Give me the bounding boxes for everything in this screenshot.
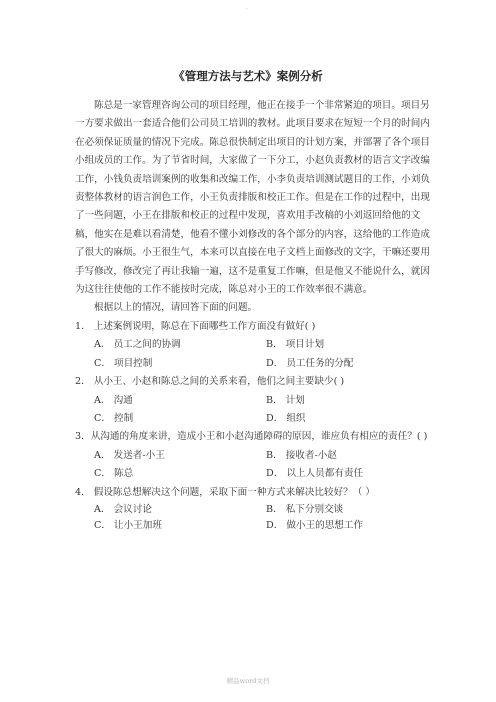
document-title: 《管理方法与艺术》案例分析 [173, 69, 323, 83]
option-a: A． 发送者-小王 [94, 449, 165, 461]
question-text: 2． 从小王、小赵和陈总之间的关系来看，他们之间主要缺少( ) [75, 376, 345, 388]
option-b: B． 项目计划 [266, 339, 325, 351]
option-a: A． 会议讨论 [94, 503, 152, 515]
option-list [75, 392, 435, 429]
option-d: D． 做小王的思想工作 [266, 519, 364, 531]
question-2 [75, 373, 435, 428]
instruction-text: 根据以上的情况，请回答下面的问题。 [94, 302, 258, 314]
option-list [75, 502, 435, 534]
header-mark: . [246, 4, 248, 11]
option-a: A． 员工之间的协调 [94, 339, 181, 351]
case-paragraph: 陈总是一家管理咨询公司的项目经理，他正在接手一个非常紧迫的项目。项目另一方要求做出一套适合他们公司员工培训的教材。此项目要求在短短一个月的时间内在必须保证质量的情况下完成。陈总很快制定出项目的计划方案，并部署了各个项目小组成员的工作。为了节省时间，大家做了一下分工，小赵负责教材的语言文字改编工作，小钱负责培训案例的收集和改编工作，小李负责培训测试题目的工作，小刘负责整体教材的语言润色工作，小王负责排版和校正工作。但是在工作的过程中，出现了一些问题，小王在排版和校正的过程中发现，喜欢用手改稿的小刘返回给他的文稿，他实在是难以看清楚，他看不懂小刘修改的各个部分的内容，这给他的工作造成了很大的麻烦。小王很生气，本来可以直接在电子文档上面修改的文字，干嘛还要用手写修改，修改完了再让我输一遍，这不是重复工作嘛，但是他又不能说什么，就因为这往往使他的工作不能按时完成，陈总对小王的工作效率很不满意。 [75, 100, 430, 296]
option-c: C． 陈总 [94, 468, 134, 480]
question-4 [75, 484, 435, 534]
option-list [75, 447, 435, 484]
option-d: D． 以上人员都有责任 [266, 468, 364, 480]
document-body [75, 97, 435, 534]
option-c: C． 让小王加班 [94, 519, 162, 531]
option-b: B． 私下分别交谈 [266, 503, 344, 515]
option-d: D． 组织 [266, 412, 306, 424]
option-a: A． 沟通 [94, 394, 133, 406]
option-d: D． 员工任务的分配 [266, 357, 354, 369]
question-text: 4． 假设陈总想解决这个问题，采取下面一种方式来解决比较好？（ ） [75, 486, 376, 498]
question-text: 1． 上述案例说明，陈总在下面哪些工作方面没有做好( ) [75, 320, 316, 332]
question-1 [75, 318, 435, 373]
question-3 [75, 428, 435, 483]
question-text: 3．从沟通的角度来讲，造成小王和小赵沟通障碍的原因，谁应负有相应的责任？( ) [75, 431, 428, 443]
option-c: C． 项目控制 [94, 357, 153, 369]
page-footer: 精品word文档 [226, 677, 270, 685]
option-b: B． 计划 [266, 394, 305, 406]
option-b: B． 接收者-小赵 [266, 449, 337, 461]
option-c: C． 控制 [94, 412, 134, 424]
option-list [75, 336, 435, 373]
